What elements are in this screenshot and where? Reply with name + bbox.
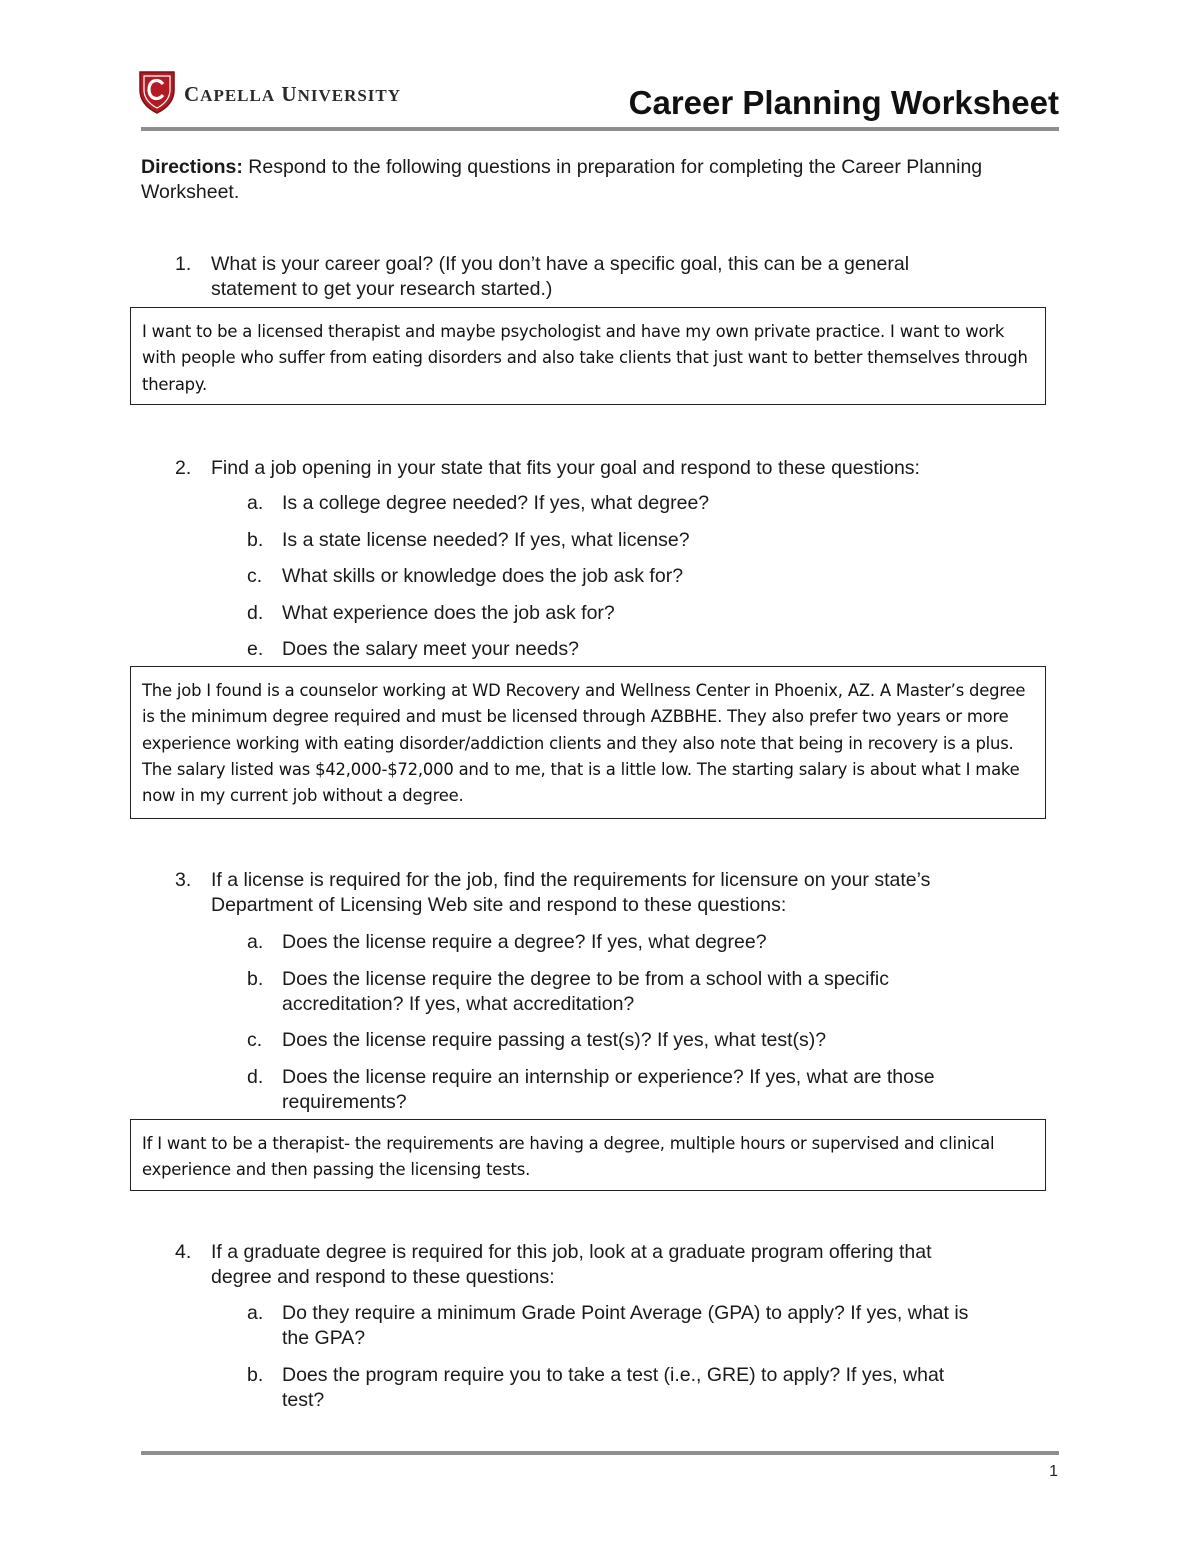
directions-text: Respond to the following questions in preparation for completing the Career Planning Worksheet. (141, 156, 983, 203)
sub-text: Does the license require an internship or experience? If yes, what are those (282, 1066, 935, 1088)
sub-letter: b. (247, 529, 264, 551)
answer-box-3[interactable]: If I want to be a therapist- the requirements are having a degree, multiple hours or supervised and clinical experience and then passing the licensing tests. (130, 1119, 1046, 1191)
sub-text: Is a state license needed? If yes, what license? (282, 529, 690, 551)
footer-divider (141, 1451, 1059, 1455)
sub-letter: b. (247, 1364, 264, 1386)
sub-text: Is a college degree needed? If yes, what degree? (282, 492, 710, 514)
sub-text-line2: requirements? (282, 1091, 407, 1113)
question-number: 3. (175, 869, 192, 891)
sub-text: Does the program require you to take a test (i.e., GRE) to apply? If yes, what (282, 1364, 945, 1386)
question-text-line1: Find a job opening in your state that fits your goal and respond to these questions: (211, 457, 920, 479)
question-text-line2: statement to get your research started.) (211, 278, 553, 300)
sub-letter: a. (247, 492, 264, 514)
sub-text: What experience does the job ask for? (282, 602, 615, 624)
sub-text-line2: test? (282, 1389, 325, 1411)
answer-box-1[interactable]: I want to be a licensed therapist and maybe psychologist and have my own private practice. I want to work with people who suffer from eating disorders and also take clients that just want to better themselves through therapy. (130, 307, 1046, 405)
sub-letter: c. (247, 1029, 263, 1051)
sub-letter: c. (247, 565, 263, 587)
question-number: 2. (175, 457, 192, 479)
question-text-line2: degree and respond to these questions: (211, 1266, 555, 1288)
sub-letter: d. (247, 1066, 264, 1088)
sub-letter: d. (247, 602, 264, 624)
sub-text: Does the salary meet your needs? (282, 638, 579, 660)
sub-text: Do they require a minimum Grade Point Average (GPA) to apply? If yes, what is (282, 1302, 969, 1324)
question-number: 1. (175, 253, 192, 275)
sub-letter: a. (247, 1302, 264, 1324)
directions-label: Directions: (141, 156, 243, 178)
directions (141, 155, 1021, 205)
university-name: CAPELLA UNIVERSITY (184, 81, 402, 106)
page-number: 1 (1049, 1463, 1058, 1480)
sub-text: Does the license require the degree to be from a school with a specific (282, 968, 889, 990)
question-number: 4. (175, 1241, 192, 1263)
sub-letter: e. (247, 638, 264, 660)
sub-text: What skills or knowledge does the job ask for? (282, 565, 684, 587)
answer-box-2[interactable]: The job I found is a counselor working at WD Recovery and Wellness Center in Phoenix, AZ. A Master’s degree is the minimum degree required and must be licensed through AZBBHE. They also prefer two years or more experience working with eating disorder/addiction clients and they also note that being in recovery is a plus. The salary listed was $42,000-$72,000 and to me, that is a little low. The starting salary is about what I make now in my current job without a degree. (130, 666, 1046, 819)
capella-shield-icon (138, 70, 176, 114)
page-title: Career Planning Worksheet (628, 84, 1059, 121)
capella-university-logo (138, 70, 401, 114)
question-text-line1: What is your career goal? (If you don’t have a specific goal, this can be a general (211, 253, 910, 275)
sub-text-line2: accreditation? If yes, what accreditation? (282, 993, 635, 1015)
sub-text-line2: the GPA? (282, 1327, 366, 1349)
sub-letter: b. (247, 968, 264, 990)
sub-text: Does the license require passing a test(s)? If yes, what test(s)? (282, 1029, 827, 1051)
sub-letter: a. (247, 931, 264, 953)
header-divider (141, 127, 1059, 131)
question-text-line1: If a license is required for the job, find the requirements for licensure on your state’s (211, 869, 931, 891)
sub-text: Does the license require a degree? If yes, what degree? (282, 931, 767, 953)
question-text-line2: Department of Licensing Web site and respond to these questions: (211, 894, 787, 916)
question-text-line1: If a graduate degree is required for this job, look at a graduate program offering that (211, 1241, 932, 1263)
